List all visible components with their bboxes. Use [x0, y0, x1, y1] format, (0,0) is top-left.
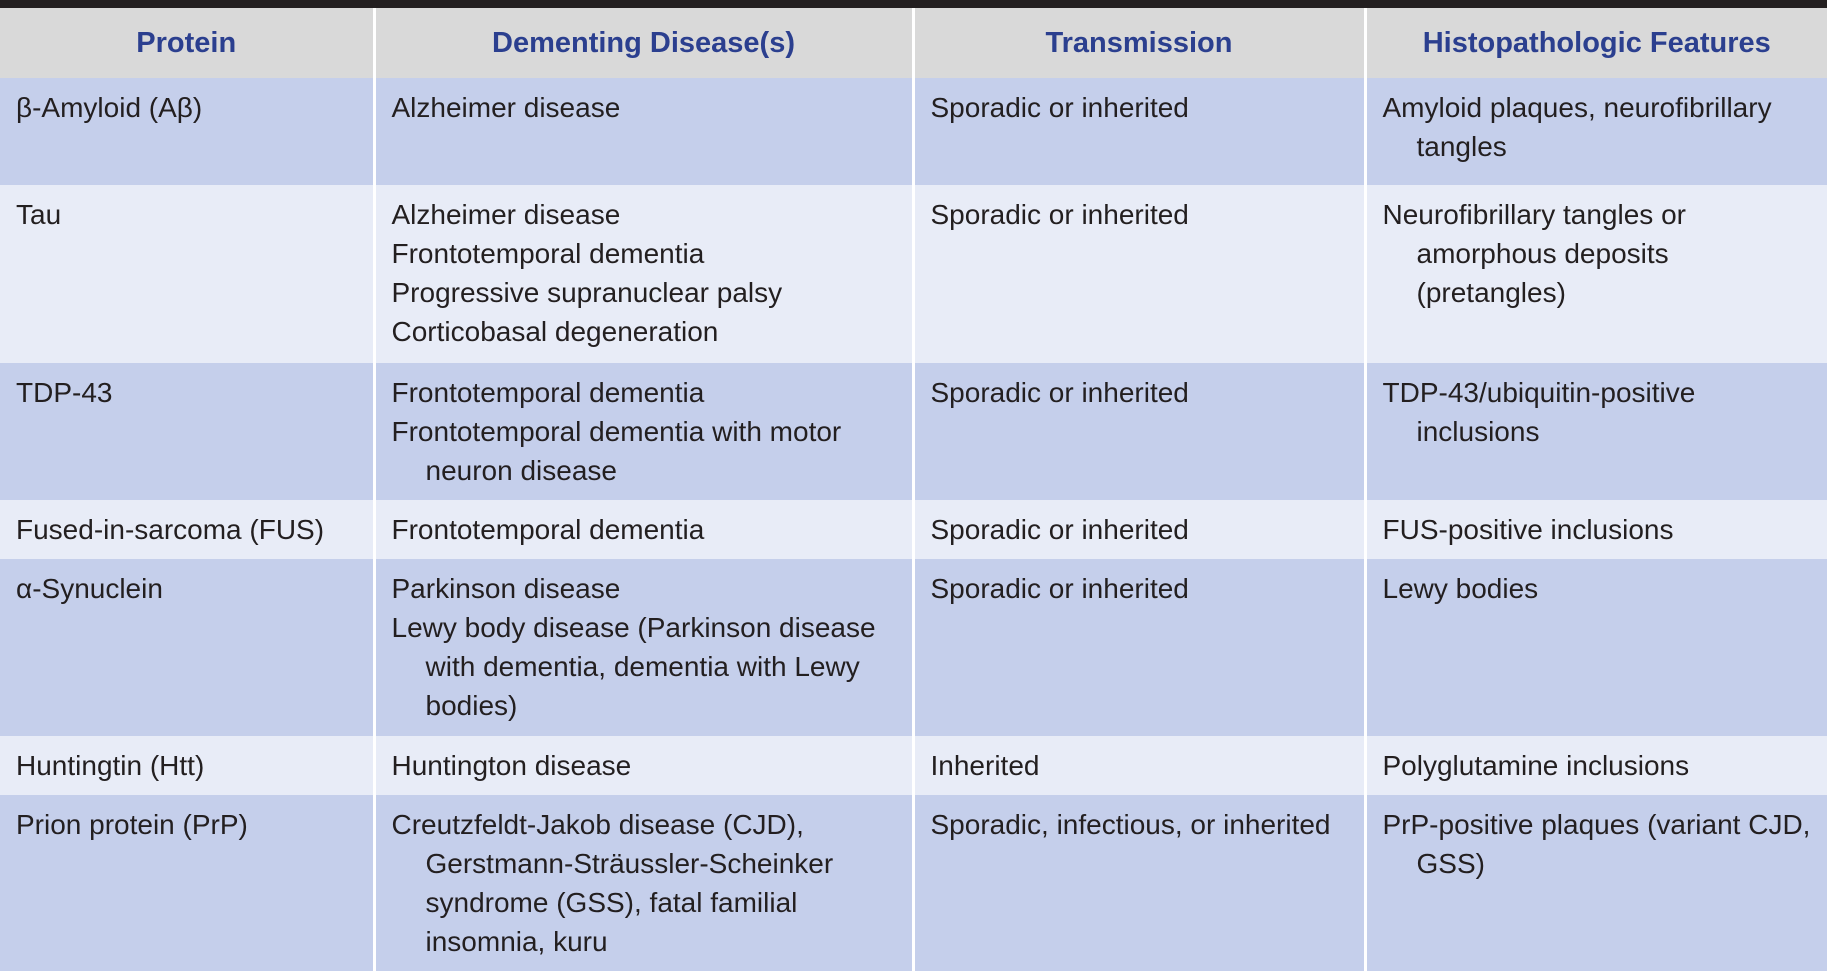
features-cell — [1365, 78, 1827, 185]
table-row — [0, 795, 1827, 971]
protein-cell — [0, 736, 374, 795]
header-dementing-diseases: Dementing Disease(s) — [374, 8, 913, 78]
transmission-cell — [913, 795, 1365, 971]
protein-cell — [0, 363, 374, 500]
disease-cell — [374, 795, 913, 971]
table-row — [0, 363, 1827, 500]
protein-disease-table — [0, 8, 1827, 971]
disease-item: Lewy body disease (Parkinson disease with dementia, dementia with Lewy bodies) — [391, 612, 876, 721]
header-histopathologic-features: Histopathologic Features — [1365, 8, 1827, 78]
feature-item: Lewy bodies — [1382, 573, 1539, 604]
feature-item: TDP-43/ubiquitin-positive inclusions — [1382, 377, 1696, 447]
disease-cell — [374, 500, 913, 559]
protein-name: Prion protein (PrP) — [16, 809, 248, 840]
table-row — [0, 500, 1827, 559]
features-cell — [1365, 795, 1827, 971]
transmission-cell — [913, 500, 1365, 559]
disease-item: Frontotemporal dementia — [391, 238, 705, 269]
disease-cell — [374, 185, 913, 363]
protein-cell — [0, 185, 374, 363]
protein-cell — [0, 78, 374, 185]
protein-cell — [0, 500, 374, 559]
table-row — [0, 78, 1827, 185]
table-row — [0, 559, 1827, 736]
protein-name: Tau — [16, 199, 62, 230]
transmission-value: Sporadic or inherited — [930, 199, 1189, 230]
disease-item: Alzheimer disease — [391, 199, 621, 230]
header-protein: Protein — [0, 8, 374, 78]
disease-item: Huntington disease — [391, 750, 632, 781]
features-cell — [1365, 185, 1827, 363]
protein-name: Huntingtin (Htt) — [16, 750, 205, 781]
table-header-row — [0, 8, 1827, 78]
feature-item: Polyglutamine inclusions — [1382, 750, 1690, 781]
protein-name: α-Synuclein — [16, 573, 163, 604]
feature-item: PrP-positive plaques (variant CJD, GSS) — [1382, 809, 1811, 879]
protein-cell — [0, 559, 374, 736]
protein-name: β-Amyloid (Aβ) — [16, 92, 203, 123]
disease-item: Creutzfeldt-Jakob disease (CJD), Gerstmann-Sträussler-Scheinker syndrome (GSS), fatal familial insomnia, kuru — [391, 809, 834, 957]
features-cell — [1365, 559, 1827, 736]
feature-item: Neurofibrillary tangles or amorphous deposits (pretangles) — [1382, 199, 1686, 308]
feature-item: Amyloid plaques, neurofibrillary tangles — [1382, 92, 1772, 162]
disease-cell — [374, 363, 913, 500]
table-row — [0, 185, 1827, 363]
protein-name: Fused-in-sarcoma (FUS) — [16, 514, 325, 545]
transmission-value: Sporadic or inherited — [930, 92, 1189, 123]
disease-item: Frontotemporal dementia — [391, 514, 705, 545]
transmission-value: Sporadic or inherited — [930, 377, 1189, 408]
protein-cell — [0, 795, 374, 971]
transmission-cell — [913, 736, 1365, 795]
transmission-value: Sporadic, infectious, or inherited — [930, 809, 1331, 840]
disease-item: Alzheimer disease — [391, 92, 621, 123]
protein-name: TDP-43 — [16, 377, 113, 408]
transmission-value: Sporadic or inherited — [930, 514, 1189, 545]
disease-cell — [374, 78, 913, 185]
disease-item: Frontotemporal dementia with motor neuron disease — [391, 416, 842, 486]
table-row — [0, 736, 1827, 795]
transmission-cell — [913, 363, 1365, 500]
disease-item: Parkinson disease — [391, 573, 621, 604]
feature-item: FUS-positive inclusions — [1382, 514, 1674, 545]
disease-item: Progressive supranuclear palsy — [391, 277, 783, 308]
disease-item: Frontotemporal dementia — [391, 377, 705, 408]
transmission-cell — [913, 185, 1365, 363]
features-cell — [1365, 363, 1827, 500]
transmission-cell — [913, 559, 1365, 736]
disease-cell — [374, 736, 913, 795]
disease-item: Corticobasal degeneration — [391, 316, 719, 347]
features-cell — [1365, 500, 1827, 559]
features-cell — [1365, 736, 1827, 795]
transmission-value: Inherited — [930, 750, 1040, 781]
header-transmission: Transmission — [913, 8, 1365, 78]
transmission-value: Sporadic or inherited — [930, 573, 1189, 604]
disease-cell — [374, 559, 913, 736]
transmission-cell — [913, 78, 1365, 185]
